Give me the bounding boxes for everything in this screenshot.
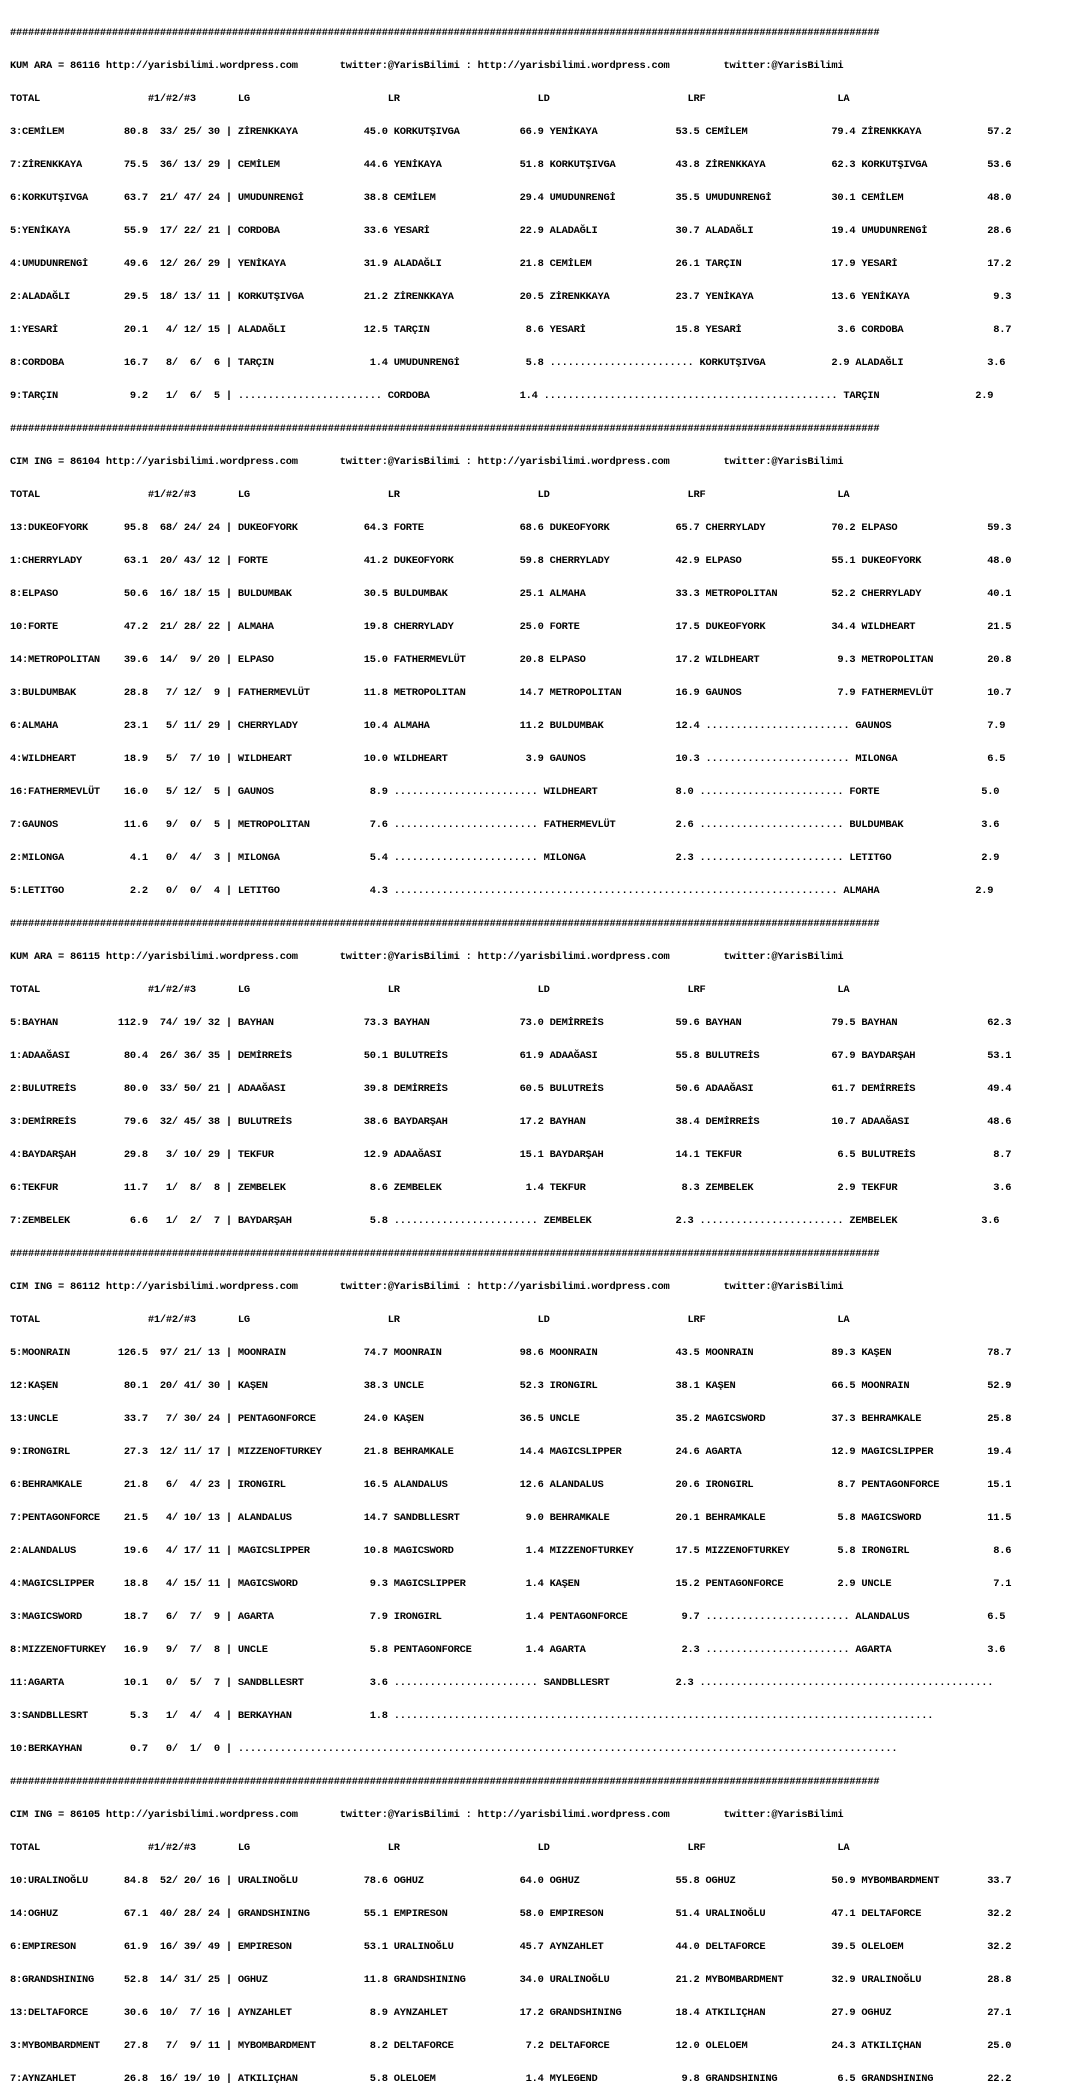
race-row: 12:KAŞEN 80.1 20/ 41/ 30 | KAŞEN 38.3 UNCLE 52.3 IRONGIRL 38.1 KAŞEN 66.5 MOONRAIN 52.9 xyxy=(10,1380,1012,1392)
race-row: 3:BULDUMBAK 28.8 7/ 12/ 9 | FATHERMEVLÜT 11.8 METROPOLITAN 14.7 METROPOLITAN 16.9 GAUNOS 7.9 FATHERMEVLÜT 10.7 xyxy=(10,687,1012,699)
race-row: 14:METROPOLITAN 39.6 14/ 9/ 20 | ELPASO 15.0 FATHERMEVLÜT 20.8 ELPASO 17.2 WILDHEART 9.3 METROPOLITAN 20.8 xyxy=(10,654,1012,666)
race-row: 5:YENİKAYA 55.9 17/ 22/ 21 | CORDOBA 33.6 YESARİ 22.9 ALADAĞLI 30.7 ALADAĞLI 19.4 UMUDUNRENGİ 28.6 xyxy=(10,225,1012,237)
race-row: 16:FATHERMEVLÜT 16.0 5/ 12/ 5 | GAUNOS 8.9 ........................ WILDHEART 8.0 ........................ FORTE 5.0 xyxy=(10,786,1000,798)
race-row: 2:MILONGA 4.1 0/ 4/ 3 | MILONGA 5.4 ........................ MILONGA 2.3 ........................ LETITGO 2.9 xyxy=(10,852,1000,864)
race-header: CIM ING = 86105 http://yarisbilimi.wordpress.com twitter:@YarisBilimi : http://yarisbilimi.wordpress.com twitter:@YarisBilimi xyxy=(10,1809,844,1821)
race-row: 6:BEHRAMKALE 21.8 6/ 4/ 23 | IRONGIRL 16.5 ALANDALUS 12.6 ALANDALUS 20.6 IRONGIRL 8.7 PENTAGONFORCE 15.1 xyxy=(10,1479,1012,1491)
column-headers: TOTAL #1/#2/#3 LG LR LD LRF LA xyxy=(10,489,850,501)
race-row: 14:OGHUZ 67.1 40/ 28/ 24 | GRANDSHINING 55.1 EMPIRESON 58.0 EMPIRESON 51.4 URALINOĞLU 47.1 DELTAFORCE 32.2 xyxy=(10,1908,1012,1920)
race-row: 7:ZEMBELEK 6.6 1/ 2/ 7 | BAYDARŞAH 5.8 ........................ ZEMBELEK 2.3 ........................ ZEMBELEK 3.6 xyxy=(10,1215,1000,1227)
race-row: 7:ZİRENKKAYA 75.5 36/ 13/ 29 | CEMİLEM 44.6 YENİKAYA 51.8 KORKUTŞIVGA 43.8 ZİRENKKAYA 62.3 KORKUTŞIVGA 53.6 xyxy=(10,159,1012,171)
race-row: 9:IRONGIRL 27.3 12/ 11/ 17 | MIZZENOFTURKEY 21.8 BEHRAMKALE 14.4 MAGICSLIPPER 24.6 AGARTA 12.9 MAGICSLIPPER 19.4 xyxy=(10,1446,1012,1458)
race-row: 3:CEMİLEM 80.8 33/ 25/ 30 | ZİRENKKAYA 45.0 KORKUTŞIVGA 66.9 YENİKAYA 53.5 CEMİLEM 79.4 ZİRENKKAYA 57.2 xyxy=(10,126,1012,138)
column-headers: TOTAL #1/#2/#3 LG LR LD LRF LA xyxy=(10,93,850,105)
race-row: 6:KORKUTŞIVGA 63.7 21/ 47/ 24 | UMUDUNRENGİ 38.8 CEMİLEM 29.4 UMUDUNRENGİ 35.5 UMUDUNRENGİ 30.1 CEMİLEM 48.0 xyxy=(10,192,1012,204)
race-row: 6:ALMAHA 23.1 5/ 11/ 29 | CHERRYLADY 10.4 ALMAHA 11.2 BULDUMBAK 12.4 ........................ GAUNOS 7.9 xyxy=(10,720,1006,732)
race-header: CIM ING = 86112 http://yarisbilimi.wordpress.com twitter:@YarisBilimi : http://yarisbilimi.wordpress.com twitter:@YarisBilimi xyxy=(10,1281,844,1293)
race-row: 1:YESARİ 20.1 4/ 12/ 15 | ALADAĞLI 12.5 TARÇIN 8.6 YESARİ 15.8 YESARİ 3.6 CORDOBA 8.7 xyxy=(10,324,1012,336)
race-row: 2:ALANDALUS 19.6 4/ 17/ 11 | MAGICSLIPPER 10.8 MAGICSWORD 1.4 MIZZENOFTURKEY 17.5 MIZZENOFTURKEY 5.8 IRONGIRL 8.6 xyxy=(10,1545,1012,1557)
race-row: 6:TEKFUR 11.7 1/ 8/ 8 | ZEMBELEK 8.6 ZEMBELEK 1.4 TEKFUR 8.3 ZEMBELEK 2.9 TEKFUR 3.6 xyxy=(10,1182,1012,1194)
race-header: KUM ARA = 86115 http://yarisbilimi.wordpress.com twitter:@YarisBilimi : http://yarisbilimi.wordpress.com twitter:@YarisBilimi xyxy=(10,951,844,963)
race-row: 5:MOONRAIN 126.5 97/ 21/ 13 | MOONRAIN 74.7 MOONRAIN 98.6 MOONRAIN 43.5 MOONRAIN 89.3 KAŞEN 78.7 xyxy=(10,1347,1012,1359)
race-row: 4:UMUDUNRENGİ 49.6 12/ 26/ 29 | YENİKAYA 31.9 ALADAĞLI 21.8 CEMİLEM 26.1 TARÇIN 17.9 YESARİ 17.2 xyxy=(10,258,1012,270)
race-row: 8:CORDOBA 16.7 8/ 6/ 6 | TARÇIN 1.4 UMUDUNRENGİ 5.8 ........................ KORKUTŞIVGA 2.9 ALADAĞLI 3.6 xyxy=(10,357,1006,369)
race-row: 3:MYBOMBARDMENT 27.8 7/ 9/ 11 | MYBOMBARDMENT 8.2 DELTAFORCE 7.2 DELTAFORCE 12.0 OLELOEM 24.3 ATKILIÇHAN 25.0 xyxy=(10,2040,1012,2052)
race-header: CIM ING = 86104 http://yarisbilimi.wordpress.com twitter:@YarisBilimi : http://yarisbilimi.wordpress.com twitter:@YarisBilimi xyxy=(10,456,844,468)
race-row: 1:ADAAĞASI 80.4 26/ 36/ 35 | DEMİRREİS 50.1 BULUTREİS 61.9 ADAAĞASI 55.8 BULUTREİS 67.9 BAYDARŞAH 53.1 xyxy=(10,1050,1012,1062)
column-headers: TOTAL #1/#2/#3 LG LR LD LRF LA xyxy=(10,1842,850,1854)
race-row: 2:ALADAĞLI 29.5 18/ 13/ 11 | KORKUTŞIVGA 21.2 ZİRENKKAYA 20.5 ZİRENKKAYA 23.7 YENİKAYA 13.6 YENİKAYA 9.3 xyxy=(10,291,1012,303)
race-row: 7:AYNZAHLET 26.8 16/ 19/ 10 | ATKILIÇHAN 5.8 OLELOEM 1.4 MYLEGEND 9.8 GRANDSHINING 6.5 GRANDSHINING 22.2 xyxy=(10,2073,1012,2085)
race-row: 8:GRANDSHINING 52.8 14/ 31/ 25 | OGHUZ 11.8 GRANDSHINING 34.0 URALINOĞLU 21.2 MYBOMBARDMENT 32.9 URALINOĞLU 28.8 xyxy=(10,1974,1012,1986)
race-row: 11:AGARTA 10.1 0/ 5/ 7 | SANDBLLESRT 3.6 ........................ SANDBLLESRT 2.3 ................................................. xyxy=(10,1677,994,1689)
race-row: 7:PENTAGONFORCE 21.5 4/ 10/ 13 | ALANDALUS 14.7 SANDBLLESRT 9.0 BEHRAMKALE 20.1 BEHRAMKALE 5.8 MAGICSWORD 11.5 xyxy=(10,1512,1012,1524)
separator-line: ################################################################################################################################################# xyxy=(10,1248,880,1260)
column-headers: TOTAL #1/#2/#3 LG LR LD LRF LA xyxy=(10,984,850,996)
race-row: 9:TARÇIN 9.2 1/ 6/ 5 | ........................ CORDOBA 1.4 ................................................. TARÇIN 2.9 xyxy=(10,390,994,402)
race-row: 13:UNCLE 33.7 7/ 30/ 24 | PENTAGONFORCE 24.0 KAŞEN 36.5 UNCLE 35.2 MAGICSWORD 37.3 BEHRAMKALE 25.8 xyxy=(10,1413,1012,1425)
race-row: 4:BAYDARŞAH 29.8 3/ 10/ 29 | TEKFUR 12.9 ADAAĞASI 15.1 BAYDARŞAH 14.1 TEKFUR 6.5 BULUTREİS 8.7 xyxy=(10,1149,1012,1161)
race-row: 13:DUKEOFYORK 95.8 68/ 24/ 24 | DUKEOFYORK 64.3 FORTE 68.6 DUKEOFYORK 65.7 CHERRYLADY 70.2 ELPASO 59.3 xyxy=(10,522,1012,534)
race-row: 4:WILDHEART 18.9 5/ 7/ 10 | WILDHEART 10.0 WILDHEART 3.9 GAUNOS 10.3 ........................ MILONGA 6.5 xyxy=(10,753,1006,765)
race-row: 5:BAYHAN 112.9 74/ 19/ 32 | BAYHAN 73.3 BAYHAN 73.0 DEMİRREİS 59.6 BAYHAN 79.5 BAYHAN 62.3 xyxy=(10,1017,1012,1029)
race-row: 3:SANDBLLESRT 5.3 1/ 4/ 4 | BERKAYHAN 1.8 .......................................................................................... xyxy=(10,1710,934,1722)
separator-line: ################################################################################################################################################# xyxy=(10,27,880,39)
race-row: 1:CHERRYLADY 63.1 20/ 43/ 12 | FORTE 41.2 DUKEOFYORK 59.8 CHERRYLADY 42.9 ELPASO 55.1 DUKEOFYORK 48.0 xyxy=(10,555,1012,567)
separator-line: ################################################################################################################################################# xyxy=(10,1776,880,1788)
race-row: 5:LETITGO 2.2 0/ 0/ 4 | LETITGO 4.3 .......................................................................... ALMAHA 2.9 xyxy=(10,885,994,897)
race-row: 13:DELTAFORCE 30.6 10/ 7/ 16 | AYNZAHLET 8.9 AYNZAHLET 17.2 GRANDSHINING 18.4 ATKILIÇHAN 27.9 OGHUZ 27.1 xyxy=(10,2007,1012,2019)
separator-line: ################################################################################################################################################# xyxy=(10,918,880,930)
race-row: 10:URALINOĞLU 84.8 52/ 20/ 16 | URALINOĞLU 78.6 OGHUZ 64.0 OGHUZ 55.8 OGHUZ 50.9 MYBOMBARDMENT 33.7 xyxy=(10,1875,1012,1887)
race-row: 2:BULUTREİS 80.0 33/ 50/ 21 | ADAAĞASI 39.8 DEMİRREİS 60.5 BULUTREİS 50.6 ADAAĞASI 61.7 DEMİRREİS 49.4 xyxy=(10,1083,1012,1095)
race-row: 8:ELPASO 50.6 16/ 18/ 15 | BULDUMBAK 30.5 BULDUMBAK 25.1 ALMAHA 33.3 METROPOLITAN 52.2 CHERRYLADY 40.1 xyxy=(10,588,1012,600)
race-row: 10:BERKAYHAN 0.7 0/ 1/ 0 | .............................................................................................................. xyxy=(10,1743,898,1755)
race-row: 3:DEMİRREİS 79.6 32/ 45/ 38 | BULUTREİS 38.6 BAYDARŞAH 17.2 BAYHAN 38.4 DEMİRREİS 10.7 ADAAĞASI 48.6 xyxy=(10,1116,1012,1128)
race-row: 3:MAGICSWORD 18.7 6/ 7/ 9 | AGARTA 7.9 IRONGIRL 1.4 PENTAGONFORCE 9.7 ........................ ALANDALUS 6.5 xyxy=(10,1611,1006,1623)
column-headers: TOTAL #1/#2/#3 LG LR LD LRF LA xyxy=(10,1314,850,1326)
separator-line: ################################################################################################################################################# xyxy=(10,423,880,435)
race-row: 6:EMPIRESON 61.9 16/ 39/ 49 | EMPIRESON 53.1 URALINOĞLU 45.7 AYNZAHLET 44.0 DELTAFORCE 39.5 OLELOEM 32.2 xyxy=(10,1941,1012,1953)
race-row: 4:MAGICSLIPPER 18.8 4/ 15/ 11 | MAGICSWORD 9.3 MAGICSLIPPER 1.4 KAŞEN 15.2 PENTAGONFORCE 2.9 UNCLE 7.1 xyxy=(10,1578,1012,1590)
race-row: 10:FORTE 47.2 21/ 28/ 22 | ALMAHA 19.8 CHERRYLADY 25.0 FORTE 17.5 DUKEOFYORK 34.4 WILDHEART 21.5 xyxy=(10,621,1012,633)
race-row: 7:GAUNOS 11.6 9/ 0/ 5 | METROPOLITAN 7.6 ........................ FATHERMEVLÜT 2.6 ........................ BULDUMBAK 3.6 xyxy=(10,819,1000,831)
race-header: KUM ARA = 86116 http://yarisbilimi.wordpress.com twitter:@YarisBilimi : http://yarisbilimi.wordpress.com twitter:@YarisBilimi xyxy=(10,60,844,72)
race-row: 8:MIZZENOFTURKEY 16.9 9/ 7/ 8 | UNCLE 5.8 PENTAGONFORCE 1.4 AGARTA 2.3 ........................ AGARTA 3.6 xyxy=(10,1644,1006,1656)
